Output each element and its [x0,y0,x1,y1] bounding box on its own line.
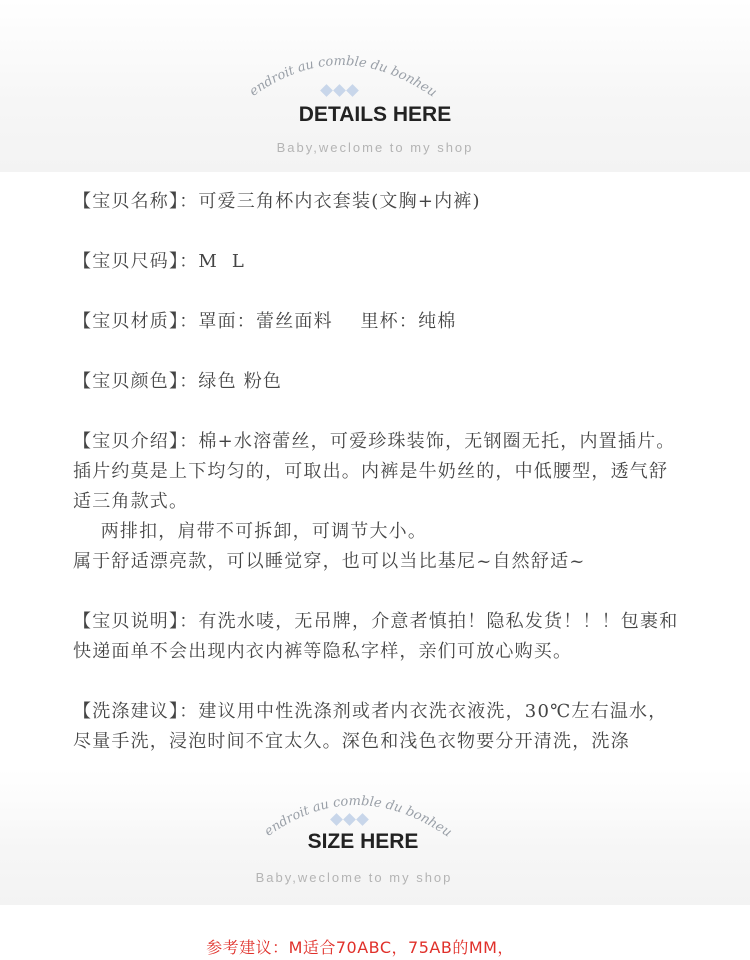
svg-text:l'endroit au comble du bonheur: l'endroit au comble du bonheur [241,769,455,841]
section-subtitle: Baby,weclome to my shop [276,140,474,155]
diamond-ornament-icon [332,815,367,824]
section-title: SIZE HERE [307,830,419,853]
script-arc-text [226,29,450,110]
detail-washing: 【洗涤建议】：建议用中性洗涤剂或者内衣洗衣液洗，30℃左右温水，尽量手洗，浸泡时间不宜太久。深色和浅色衣物要分开清洗，洗涤 [73,701,668,752]
size-suggestion: 参考建议：M适合70ABC，75AB的MM， [206,938,514,957]
section-subtitle: Baby,weclome to my shop [255,870,453,885]
details-header-banner [0,0,750,172]
size-header-banner [0,770,750,905]
detail-size: 【宝贝尺码】：M L [73,251,246,272]
detail-color: 【宝贝颜色】：绿色 粉色 [73,371,283,392]
svg-text:l'endroit au comble du bonheur: l'endroit au comble du bonheur [226,29,440,101]
detail-name: 【宝贝名称】：可爱三角杯内衣套装(文胸+内裤) [73,191,481,212]
diamond-ornament-icon [322,86,357,95]
detail-introduction: 【宝贝介绍】：棉+水溶蕾丝，可爱珍珠装饰，无钢圈无托，内置插片。插片约莫是上下均匀的，可取出。内裤是牛奶丝的，中低腰型，透气舒适三角款式。 两排扣，肩带不可拆卸，可调节大小。 属于舒适漂亮款，可以睡觉穿，也可以当比基尼~自然舒适~ [73,431,676,572]
detail-notice: 【宝贝说明】：有洗水唛，无吊牌，介意者慎拍！隐私发货！！！包裹和快递面单不会出现内衣内裤等隐私字样，亲们可放心购买。 [73,611,679,662]
detail-material: 【宝贝材质】：罩面：蕾丝面料 里杯：纯棉 [73,311,457,332]
section-title: DETAILS HERE [298,103,452,126]
